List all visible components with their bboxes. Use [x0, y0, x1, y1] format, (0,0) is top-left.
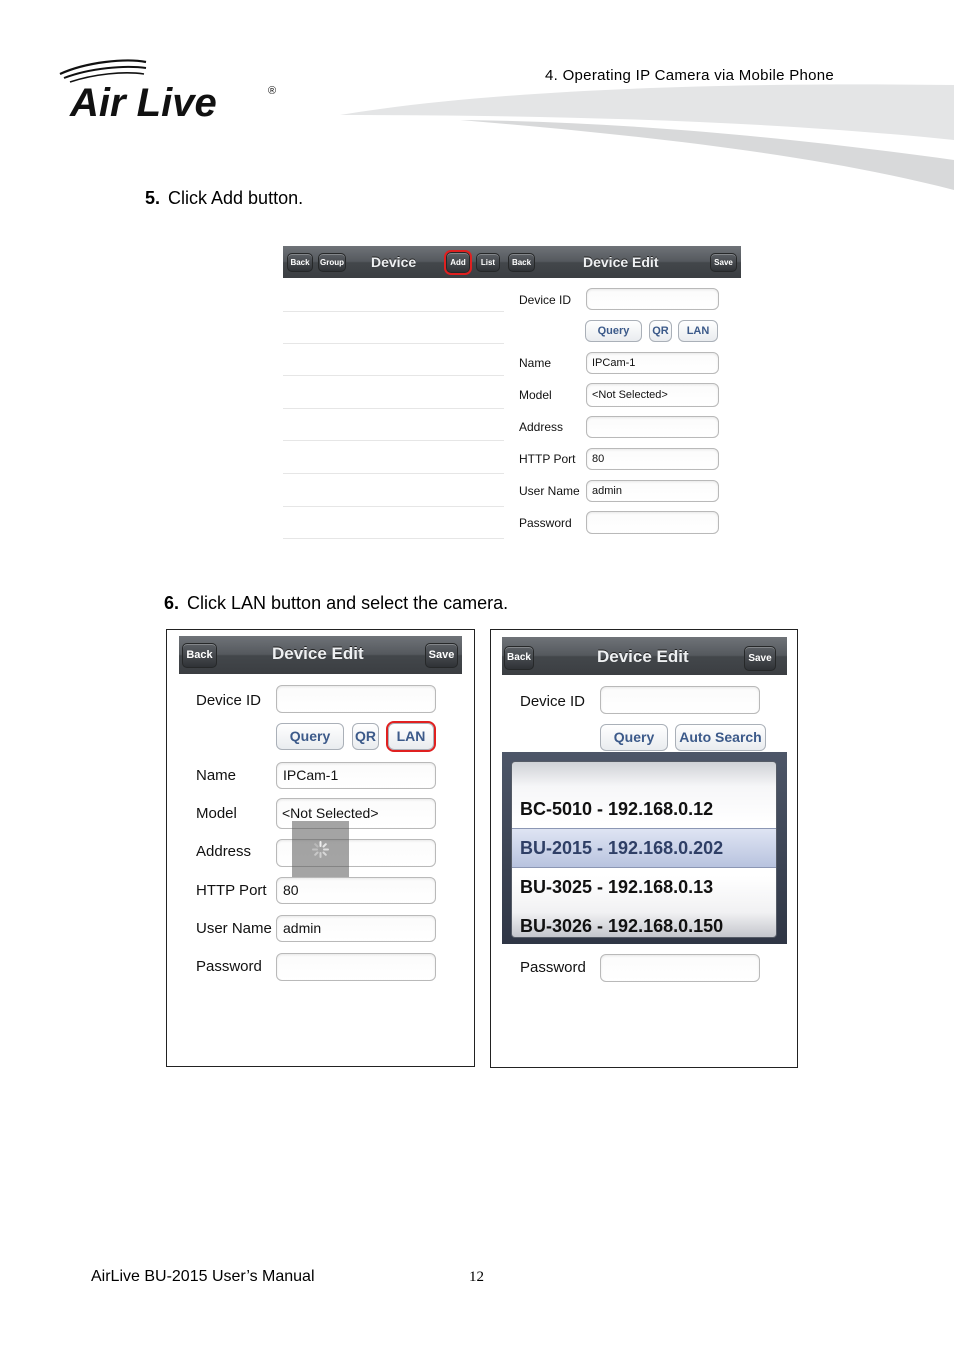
name-input[interactable]: IPCam-1 [276, 762, 436, 789]
auto-search-button[interactable]: Auto Search [675, 724, 766, 751]
group-button[interactable]: Group [318, 253, 346, 272]
footer-manual-title: AirLive BU-2015 User’s Manual [91, 1268, 315, 1285]
user-name-input[interactable]: admin [586, 480, 719, 502]
picker-wheel[interactable] [511, 761, 777, 938]
screenshot-camera-picker [490, 629, 798, 1068]
http-port-input[interactable]: 80 [276, 877, 436, 904]
back-button[interactable]: Back [504, 646, 534, 670]
name-label: Name [196, 767, 237, 784]
picker-item[interactable]: BU-3026 - 192.168.0.150 [520, 916, 724, 936]
model-select[interactable]: <Not Selected> [586, 383, 719, 407]
camera-picker [502, 752, 787, 944]
password-label: Password [196, 958, 262, 975]
device-id-input[interactable] [586, 288, 719, 310]
step-5-number: 5. [145, 188, 161, 208]
list-button[interactable]: List [476, 253, 500, 272]
back-button[interactable]: Back [182, 643, 217, 668]
http-port-label: HTTP Port [196, 882, 267, 899]
model-label: Model [196, 805, 237, 822]
navbar [283, 246, 741, 278]
qr-button[interactable]: QR [352, 723, 379, 750]
http-port-input[interactable]: 80 [586, 448, 719, 470]
lan-button[interactable]: LAN [388, 723, 434, 750]
back-button-edit[interactable]: Back [508, 253, 535, 272]
address-input[interactable] [586, 416, 719, 438]
model-select[interactable]: <Not Selected> [276, 798, 436, 829]
password-input[interactable] [586, 511, 719, 534]
device-id-label: Device ID [520, 693, 586, 710]
step-5 [145, 188, 303, 209]
list-divider [283, 538, 504, 539]
picker-item[interactable]: BC-5010 - 192.168.0.12 [520, 799, 714, 819]
navbar-title-device-edit: Device Edit [583, 254, 659, 270]
step-6-text: Click LAN button and select the camera. [187, 593, 509, 613]
query-button[interactable]: Query [276, 723, 344, 750]
list-divider [283, 343, 504, 344]
navbar [502, 637, 787, 675]
logo-arc-icon [56, 58, 286, 126]
chapter-heading: 4. Operating IP Camera via Mobile Phone [545, 67, 835, 84]
query-button[interactable]: Query [600, 724, 668, 751]
save-button[interactable]: Save [744, 646, 776, 671]
model-label: Model [519, 388, 552, 402]
airlive-logo [56, 58, 286, 126]
loading-spinner-icon [292, 821, 349, 878]
header-swoosh-graphic [340, 80, 954, 195]
address-label: Address [519, 420, 564, 434]
loading-overlay [292, 821, 349, 878]
navbar-title: Device Edit [272, 644, 364, 663]
user-name-label: User Name [196, 920, 272, 937]
query-button[interactable]: Query [585, 320, 642, 342]
add-button[interactable]: Add [446, 252, 470, 273]
http-port-label: HTTP Port [519, 452, 576, 466]
list-divider [283, 408, 504, 409]
screenshot-lan-button [166, 629, 475, 1067]
picker-item[interactable]: BU-3025 - 192.168.0.13 [520, 877, 714, 897]
step-6-number: 6. [164, 593, 180, 613]
picker-item-selected[interactable]: BU-2015 - 192.168.0.202 [520, 838, 724, 858]
navbar-title: Device Edit [597, 647, 689, 666]
footer-page-number: 12 [469, 1269, 484, 1285]
lan-button[interactable]: LAN [678, 320, 718, 342]
list-divider [283, 311, 504, 312]
device-id-input[interactable] [276, 685, 436, 713]
device-id-label: Device ID [196, 692, 262, 709]
step-5-text: Click Add button. [168, 188, 304, 208]
save-button[interactable]: Save [710, 253, 737, 272]
device-id-input[interactable] [600, 686, 760, 714]
password-input[interactable] [276, 953, 436, 981]
password-label: Password [519, 516, 572, 530]
back-button[interactable]: Back [287, 253, 313, 272]
user-name-label: User Name [519, 484, 580, 498]
name-label: Name [519, 356, 552, 370]
list-divider [283, 473, 504, 474]
navbar [179, 636, 462, 674]
list-divider [283, 506, 504, 507]
logo-registered-mark: ® [268, 85, 277, 97]
step-6 [164, 593, 508, 614]
device-list [283, 278, 504, 540]
address-label: Address [196, 843, 252, 860]
logo-text: Air Live [70, 81, 217, 125]
name-input[interactable]: IPCam-1 [586, 352, 719, 374]
list-divider [283, 375, 504, 376]
password-input[interactable] [600, 954, 760, 982]
user-name-input[interactable]: admin [276, 915, 436, 942]
device-id-label: Device ID [519, 293, 572, 307]
save-button[interactable]: Save [425, 643, 458, 668]
qr-button[interactable]: QR [649, 320, 672, 342]
screenshot-device-add [283, 246, 741, 546]
navbar-title-device: Device [371, 254, 417, 270]
password-label: Password [520, 959, 586, 976]
list-divider [283, 440, 504, 441]
